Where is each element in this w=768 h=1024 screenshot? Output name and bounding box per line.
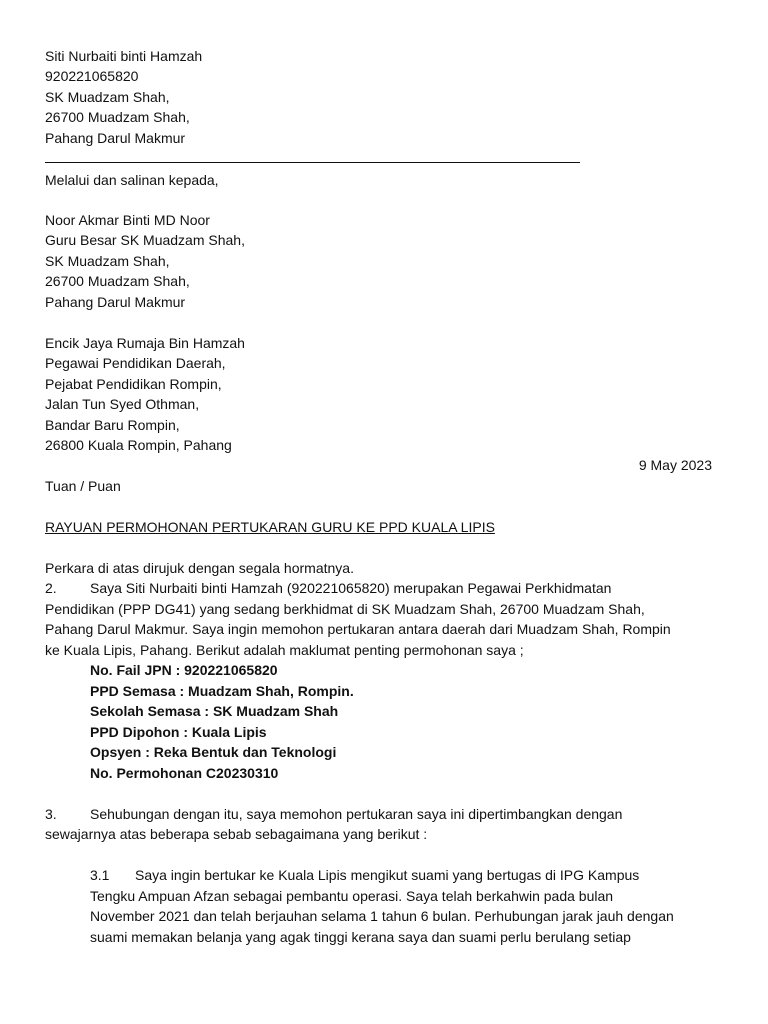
detail-current-ppd: PPD Semasa : Muadzam Shah, Rompin. [90,683,354,699]
recipient1-line: 26700 Muadzam Shah, [45,273,190,289]
opening-line: Perkara di atas dirujuk dengan segala hormatnya. [45,560,354,576]
sender-address-line: SK Muadzam Shah, [45,89,170,105]
recipient2-line: Pegawai Pendidikan Daerah, [45,355,226,371]
recipient1-line: Pahang Darul Makmur [45,294,186,310]
paragraph-2-line: Pahang Darul Makmur. Saya ingin memohon pertukaran antara daerah dari Muadzam Shah, Rompin [45,621,671,637]
paragraph-2-line: Pendidikan (PPP DG41) yang sedang berkhidmat di SK Muadzam Shah, 26700 Muadzam Shah, [45,601,645,617]
detail-application-no: No. Permohonan C20230310 [90,765,279,781]
detail-requested-ppd: PPD Dipohon : Kuala Lipis [90,724,267,740]
detail-option: Opsyen : Reka Bentuk dan Teknologi [90,744,337,760]
letter-subject: RAYUAN PERMOHONAN PERTUKARAN GURU KE PPD KUALA LIPIS [45,519,495,535]
paragraph-2-line: ke Kuala Lipis, Pahang. Berikut adalah maklumat penting permohonan saya ; [45,642,524,658]
letter-date: 9 May 2023 [638,457,712,473]
recipient2-line: Bandar Baru Rompin, [45,417,180,433]
sender-address-line: Pahang Darul Makmur [45,130,186,146]
paragraph-3-first-line: 3. Sehubungan dengan itu, saya memohon pertukaran saya ini dipertimbangkan dengan [45,804,622,824]
paragraph-3-1-line: Tengku Ampuan Afzan sebagai pembantu operasi. Saya telah berkahwin pada bulan [90,888,614,904]
sender-name: Siti Nurbaiti binti Hamzah [45,48,203,64]
recipient1-name: Noor Akmar Binti MD Noor [45,212,210,228]
paragraph-number: 3.1 [90,867,110,883]
recipient2-line: Jalan Tun Syed Othman, [45,396,200,412]
recipient1-line: SK Muadzam Shah, [45,253,170,269]
salutation: Tuan / Puan [45,478,121,494]
paragraph-2-first-line: 2. Saya Siti Nurbaiti binti Hamzah (920221065820) merupakan Pegawai Perkhidmatan [45,578,611,598]
paragraph-number: 3. [45,806,57,822]
sender-address-line: 26700 Muadzam Shah, [45,109,190,125]
sender-ic: 920221065820 [45,68,139,84]
paragraph-3-1-first-line: 3.1 Saya ingin bertukar ke Kuala Lipis mengikut suami yang bertugas di IPG Kampus [90,865,639,885]
paragraph-3-line: sewajarnya atas beberapa sebab sebagaimana yang berikut : [45,826,428,842]
recipient2-line: 26800 Kuala Rompin, Pahang [45,437,232,453]
detail-file-no: No. Fail JPN : 920221065820 [90,662,278,678]
recipient1-line: Guru Besar SK Muadzam Shah, [45,232,245,248]
recipient2-line: Pejabat Pendidikan Rompin, [45,376,222,392]
paragraph-number: 2. [45,580,57,596]
recipient2-name: Encik Jaya Rumaja Bin Hamzah [45,335,245,351]
paragraph-3-1-line: November 2021 dan telah berjauhan selama 1 tahun 6 bulan. Perhubungan jarak jauh dengan [90,908,674,924]
detail-current-school: Sekolah Semasa : SK Muadzam Shah [90,703,339,719]
separator-line [45,162,580,163]
via-label: Melalui dan salinan kepada, [45,172,219,188]
paragraph-3-1-line: suami memakan belanja yang agak tinggi kerana saya dan suami perlu berulang setiap [90,929,631,945]
